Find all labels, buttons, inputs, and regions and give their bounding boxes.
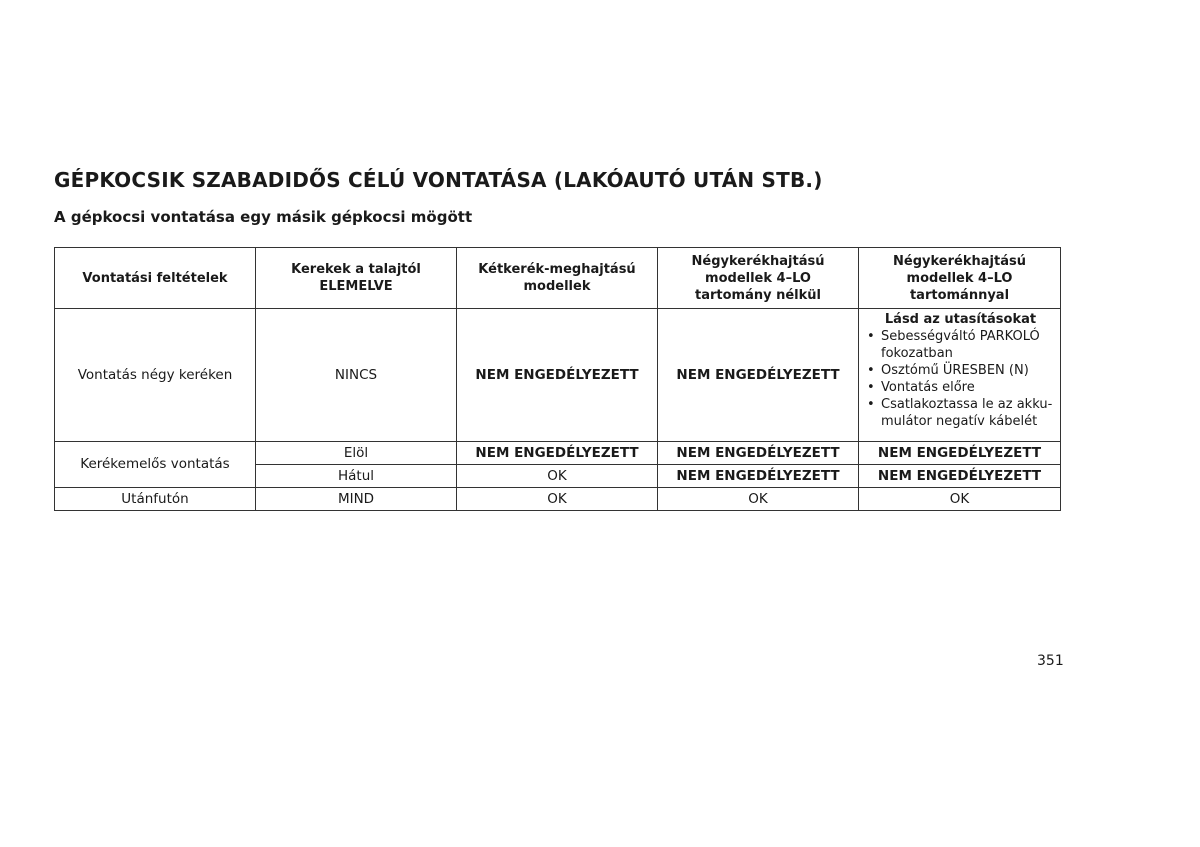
table-row-wheel-lift-front: [55, 442, 1061, 465]
cell-lifted: NINCS: [256, 309, 457, 442]
cell-condition: Kerékemelős vontatás: [55, 442, 256, 488]
cell-two-wd: NEM ENGEDÉLYEZETT: [457, 309, 658, 442]
list-item: • Sebességváltó PARKOLÓ fokozatban: [879, 328, 1054, 362]
cell-lifted: MIND: [256, 488, 457, 511]
cell-two-wd: OK: [457, 488, 658, 511]
cell-four-wd-lo: NEM ENGEDÉLYEZETT: [859, 442, 1061, 465]
towing-conditions-table: [54, 247, 1061, 511]
header-towing-conditions: Vontatási feltételek: [55, 248, 256, 309]
cell-lifted: Elöl: [256, 442, 457, 465]
cell-four-wd-lo: OK: [859, 488, 1061, 511]
header-two-wheel-drive: Kétkerék-meghajtású modellek: [457, 248, 658, 309]
page-title: GÉPKOCSIK SZABADIDŐS CÉLÚ VONTATÁSA (LAKÓAUTÓ UTÁN STB.): [54, 168, 823, 192]
cell-four-wd-no-lo: OK: [658, 488, 859, 511]
table-header-row: [55, 248, 1061, 309]
header-four-wheel-drive-no-lo: Négykerékhajtású modellek 4–LO tartomány nélkül: [658, 248, 859, 309]
table-row-four-wheel-towing: [55, 309, 1061, 442]
header-four-wheel-drive-lo: Négykerékhajtású modellek 4–LO tartománnyal: [859, 248, 1061, 309]
instructions-list: [867, 328, 1054, 430]
cell-four-wd-lo: NEM ENGEDÉLYEZETT: [859, 465, 1061, 488]
cell-four-wd-no-lo: NEM ENGEDÉLYEZETT: [658, 309, 859, 442]
cell-four-wd-lo-instructions: [859, 309, 1061, 442]
cell-four-wd-no-lo: NEM ENGEDÉLYEZETT: [658, 465, 859, 488]
cell-two-wd: NEM ENGEDÉLYEZETT: [457, 442, 658, 465]
header-wheels-lifted: Kerekek a talajtól ELEMELVE: [256, 248, 457, 309]
page-number: 351: [1037, 653, 1064, 669]
list-item: • Vontatás előre: [879, 379, 1054, 396]
list-item: • Osztómű ÜRESBEN (N): [879, 362, 1054, 379]
cell-condition: Utánfutón: [55, 488, 256, 511]
section-subtitle: A gépkocsi vontatása egy másik gépkocsi mögött: [54, 208, 473, 226]
instructions-title: Lásd az utasításokat: [884, 312, 1037, 327]
table-row-trailer: [55, 488, 1061, 511]
cell-lifted: Hátul: [256, 465, 457, 488]
cell-condition: Vontatás négy keréken: [55, 309, 256, 442]
cell-four-wd-no-lo: NEM ENGEDÉLYEZETT: [658, 442, 859, 465]
cell-two-wd: OK: [457, 465, 658, 488]
list-item: • Csatlakoztassa le az akku-mulátor negatív kábelét: [879, 396, 1054, 430]
